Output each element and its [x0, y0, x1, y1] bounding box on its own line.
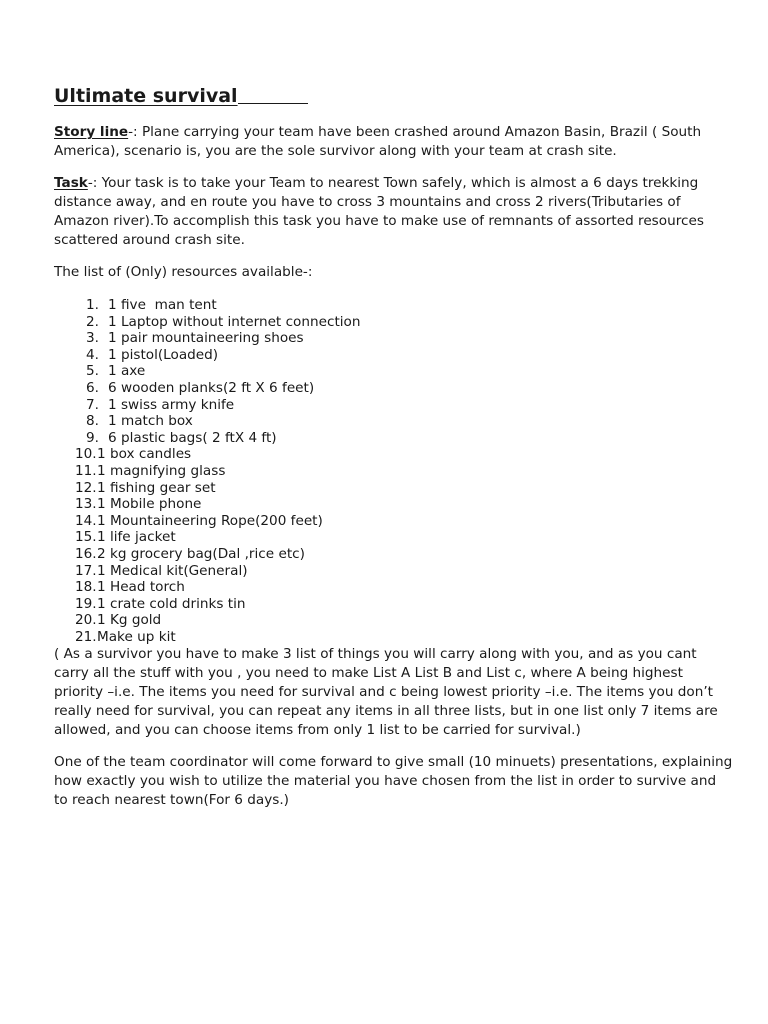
list-item [54, 496, 734, 513]
list-item [54, 446, 734, 463]
list-item [54, 380, 734, 397]
list-item-number: 9. [86, 429, 99, 446]
list-item [54, 612, 734, 629]
list-item [54, 546, 734, 563]
list-item [54, 480, 734, 497]
list-item-number: 7. [86, 396, 99, 413]
story-line-paragraph [54, 123, 734, 161]
list-item-text: 1 swiss army knife [108, 396, 235, 413]
instructions-note: ( As a survivor you have to make 3 list of things you will carry along with you, and as you cant carry all the stuff with you , you need to make List A List B and List c, where A being highest priority –i.e. The items you need for survival and c being lowest priority –i.e. The items you don’t really need for survival, you can repeat any items in all three lists, but in one list only 7 items are allowed, and you can choose items from only 1 list to be carried for survival.) [54, 646, 718, 739]
list-item [54, 297, 734, 314]
list-item-number: 3. [86, 330, 99, 347]
list-item-number: 18. [75, 579, 97, 596]
list-item [54, 330, 734, 347]
list-item-number: 19. [75, 595, 97, 612]
task-paragraph [54, 174, 734, 250]
list-item-text: 1 match box [108, 413, 193, 430]
list-item-text: 1 life jacket [97, 529, 176, 546]
list-item-number: 8. [86, 413, 99, 430]
list-item [54, 363, 734, 380]
resource-list [54, 297, 734, 645]
list-item-text: 1 magnifying glass [97, 462, 226, 479]
list-item-number: 14. [75, 512, 97, 529]
list-item-text: 1 pair mountaineering shoes [108, 330, 304, 347]
story-line-label: Story line [54, 124, 129, 140]
list-item-text: 1 five man tent [108, 297, 217, 313]
list-item-number: 12. [75, 479, 97, 496]
list-item [54, 563, 734, 580]
list-item [54, 596, 734, 613]
list-item-number: 10. [75, 446, 97, 463]
list-item-number: 17. [75, 562, 97, 579]
task-text: -: Your task is to take your Team to nearest Town safely, which is almost a 6 days trekking distance away, and en route you have to cross 3 mountains and cross 2 rivers(Tributaries of Amazon river).To accomplish this task you have to make use of remnants of assorted resources scattered around crash site. [54, 175, 704, 248]
list-item-number: 13. [75, 496, 97, 513]
list-item-number: 5. [86, 363, 99, 380]
title-text: Ultimate survival [54, 85, 238, 107]
list-item-text: Make up kit [97, 628, 176, 645]
list-item-number: 4. [86, 346, 99, 363]
list-item-text: 1 Mountaineering Rope(200 feet) [97, 512, 323, 529]
list-item [54, 314, 734, 331]
list-item-text: 1 pistol(Loaded) [108, 346, 219, 363]
coordinator-paragraph: One of the team coordinator will come forward to give small (10 minuets) presentations, explaining how exactly you wish to utilize the material you have chosen from the list in order to survive and to reach nearest town(For 6 days.) [54, 754, 733, 809]
list-item-text: 6 plastic bags( 2 ftX 4 ft) [108, 429, 277, 446]
list-item-number: 20. [75, 612, 97, 629]
list-item [54, 579, 734, 596]
list-item-text: 1 box candles [97, 446, 192, 463]
list-item [54, 463, 734, 480]
list-item-number: 1. [86, 297, 99, 313]
list-item-text: 1 crate cold drinks tin [97, 595, 246, 612]
document-page [54, 84, 734, 810]
list-item [54, 413, 734, 430]
list-item-number: 6. [86, 379, 99, 396]
list-item [54, 529, 734, 546]
list-item-text: 6 wooden planks(2 ft X 6 feet) [108, 379, 315, 396]
list-item [54, 347, 734, 364]
document-title [54, 84, 734, 108]
list-item-number: 15. [75, 529, 97, 546]
list-item-text: 2 kg grocery bag(Dal ,rice etc) [97, 545, 305, 562]
list-item [54, 430, 734, 447]
list-item-text: 1 axe [108, 363, 146, 380]
list-item-text: 1 Mobile phone [97, 496, 202, 513]
list-item-number: 2. [86, 313, 99, 330]
list-item [54, 397, 734, 414]
task-label: Task [54, 175, 88, 191]
title-underline-fill [238, 84, 308, 104]
list-item-text: 1 fishing gear set [97, 479, 216, 496]
list-item [54, 513, 734, 530]
list-item [54, 629, 734, 646]
list-item-text: 1 Laptop without internet connection [108, 313, 361, 330]
list-item-number: 21. [75, 628, 97, 645]
story-line-text: -: Plane carrying your team have been crashed around Amazon Basin, Brazil ( South America), scenario is, you are the sole survivor along with your team at crash site. [54, 124, 702, 159]
list-item-number: 16. [75, 545, 97, 562]
list-item-text: 1 Medical kit(General) [97, 562, 248, 579]
list-item-text: 1 Kg gold [97, 612, 162, 629]
resource-list-intro: The list of (Only) resources available-: [54, 264, 313, 280]
list-item-text: 1 Head torch [97, 579, 185, 596]
list-item-number: 11. [75, 462, 97, 479]
